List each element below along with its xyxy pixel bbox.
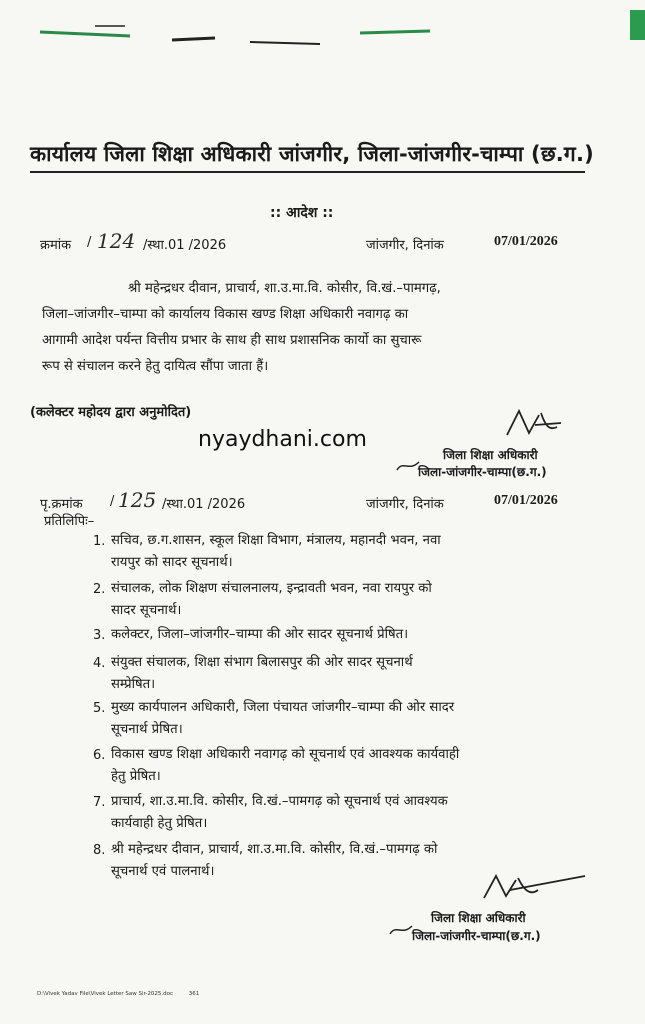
signatory-subtitle-1: जिला-जांजगीर-चाम्पा(छ.ग.) xyxy=(418,465,547,479)
copy-ref-slash: / xyxy=(110,494,115,509)
order-body-line-1: श्री महेन्द्रधर दीवान, प्राचार्य, शा.उ.मा.वि. कोसीर, वि.खं.–पामगढ़, xyxy=(128,281,441,296)
copy-item-1-line-1: सचिव, छ.ग.शासन, स्कूल शिक्षा विभाग, मंत्रालय, महानदी भवन, नवा xyxy=(111,533,441,548)
copy-item-2-line-1: संचालक, लोक शिक्षण संचालनालय, इन्द्रावती भवन, नवा रायपुर को xyxy=(111,581,432,596)
order-ref-slash: / xyxy=(87,235,92,250)
watermark-text: nyaydhani.com xyxy=(198,427,367,452)
order-body-line-2: जिला–जांजगीर–चाम्पा को कार्यालय विकास खण्ड शिक्षा अधिकारी नवागढ़ का xyxy=(42,307,409,322)
order-date: 07/01/2026 xyxy=(494,234,558,249)
copy-ref-suffix: /स्था.01 /2026 xyxy=(162,497,246,512)
copy-ref-prefix: पृ.क्रमांक xyxy=(40,497,83,512)
footer-file-path xyxy=(37,991,199,997)
order-title: :: आदेश :: xyxy=(270,205,334,221)
signature-1 xyxy=(505,405,565,450)
footer-path-text: D:\Vivek Yadav File\Vivek Letter Saw Sir-2025.doc xyxy=(37,991,174,997)
order-ref-prefix: क्रमांक xyxy=(40,238,72,253)
copy-item-6-line-2: हेतु प्रेषित। xyxy=(111,769,161,784)
office-title: कार्यालय जिला शिक्षा अधिकारी जांजगीर, जिला-जांजगीर-चाम्पा (छ.ग.) xyxy=(30,142,594,166)
header-underline xyxy=(30,171,585,173)
copy-item-5-line-2: सूचनार्थ प्रेषित। xyxy=(111,722,183,737)
signatory-subtitle-2: जिला-जांजगीर-चाम्पा(छ.ग.) xyxy=(412,929,541,943)
copy-item-1-line-2: रायपुर को सादर सूचनार्थ। xyxy=(111,555,233,570)
signature-2 xyxy=(480,868,590,908)
copy-item-3-line-1: कलेक्टर, जिला–जांजगीर–चाम्पा की ओर सादर सूचनार्थ प्रेषित। xyxy=(111,627,409,642)
copy-item-5-line-1: मुख्य कार्यपालन अधिकारी, जिला पंचायत जांजगीर–चाम्पा की ओर सादर xyxy=(111,700,455,715)
footer-page-ref: 361 xyxy=(188,991,200,997)
copy-item-2-line-2: सादर सूचनार्थ। xyxy=(111,603,182,618)
signatory-title-2: जिला शिक्षा अधिकारी xyxy=(431,911,526,925)
order-place-label: जांजगीर, दिनांक xyxy=(366,238,444,253)
copy-item-7-line-2: कार्यवाही हेतु प्रेषित। xyxy=(111,816,208,831)
copy-item-8-line-1: श्री महेन्द्रधर दीवान, प्राचार्य, शा.उ.मा.वि. कोसीर, वि.खं.–पामगढ़ को xyxy=(111,842,438,857)
copy-item-5-num: 5. xyxy=(93,701,106,716)
copy-item-6-line-1: विकास खण्ड शिक्षा अधिकारी नवागढ़ को सूचनार्थ एवं आवश्यक कार्यवाही xyxy=(111,747,460,762)
copy-date: 07/01/2026 xyxy=(494,493,558,508)
copy-item-7-line-1: प्राचार्य, शा.उ.मा.वि. कोसीर, वि.खं.–पामगढ़ को सूचनार्थ एवं आवश्यक xyxy=(111,794,448,809)
copy-item-6-num: 6. xyxy=(93,748,106,763)
copy-item-4-line-1: संयुक्त संचालक, शिक्षा संभाग बिलासपुर की ओर सादर सूचनार्थ xyxy=(111,655,413,670)
approval-note: (कलेक्टर महोदय द्वारा अनुमोदित) xyxy=(30,405,192,420)
copy-item-3-num: 3. xyxy=(93,628,106,643)
copy-place-label: जांजगीर, दिनांक xyxy=(366,497,444,512)
copy-item-8-line-2: सूचनार्थ एवं पालनार्थ। xyxy=(111,864,215,879)
copy-item-7-num: 7. xyxy=(93,795,106,810)
order-body-line-3: आगामी आदेश पर्यन्त वित्तीय प्रभार के साथ ही साथ प्रशासनिक कार्यो का सुचारू xyxy=(42,333,422,348)
copy-item-1-num: 1. xyxy=(93,534,106,549)
copy-item-8-num: 8. xyxy=(93,843,106,858)
copy-item-4-num: 4. xyxy=(93,656,106,671)
copy-ref-number: 125 xyxy=(118,488,157,512)
copy-item-4-line-2: सम्प्रेषित। xyxy=(111,677,156,692)
order-ref-number: 124 xyxy=(97,229,136,253)
order-ref-suffix: /स्था.01 /2026 xyxy=(143,238,227,253)
signatory-title-1: जिला शिक्षा अधिकारी xyxy=(443,448,538,462)
copy-label: प्रतिलिपिः– xyxy=(44,514,95,529)
scan-marks xyxy=(0,0,645,60)
order-body-line-4: रूप से संचालन करने हेतु दायित्व सौंपा जाता हैं। xyxy=(42,359,269,374)
copy-item-2-num: 2. xyxy=(93,582,106,597)
